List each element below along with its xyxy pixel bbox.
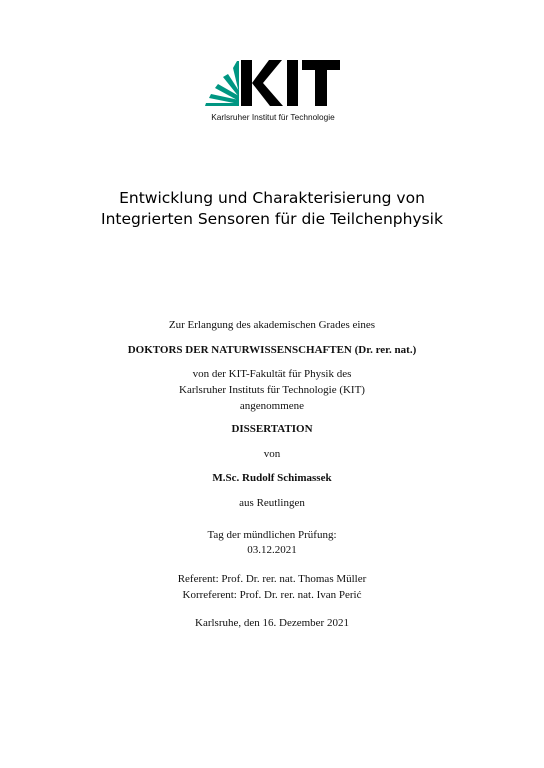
place-and-date: Karlsruhe, den 16. Dezember 2021 [195,617,349,629]
exam-label: Tag der mündlichen Prüfung: [207,529,337,541]
thesis-title-line-1: Entwicklung und Charakterisierung von [119,189,425,207]
kit-logo-mark [203,58,343,110]
faculty-line-2: Karlsruher Instituts für Technologie (KIT) [179,384,365,396]
purpose-text: Zur Erlangung des akademischen Grades eines [168,319,376,331]
referee: Referent: Prof. Dr. rer. nat. Thomas Müller [177,573,367,585]
by-text: von [263,448,281,460]
thesis-title-line-2: Integrierten Sensoren für die Teilchenphysik [101,210,443,228]
degree-text: DOKTORS DER NATURWISSENSCHAFTEN (Dr. rer. nat.) [127,344,417,356]
kit-logo-subtitle: Karlsruher Institut für Technologie [211,112,335,122]
author-origin: aus Reutlingen [239,497,305,509]
kit-logo [203,58,343,122]
faculty-line-1: von der KIT-Fakultät für Physik des [192,368,352,380]
coreferee: Korreferent: Prof. Dr. rer. nat. Ivan Perić [182,589,362,601]
document-type: DISSERTATION [231,423,313,435]
kit-logo-letters [241,60,340,106]
author-name: M.Sc. Rudolf Schimassek [212,472,332,484]
kit-logo-fan [205,61,239,106]
exam-date: 03.12.2021 [247,544,297,556]
faculty-line-3: angenommene [239,400,305,412]
